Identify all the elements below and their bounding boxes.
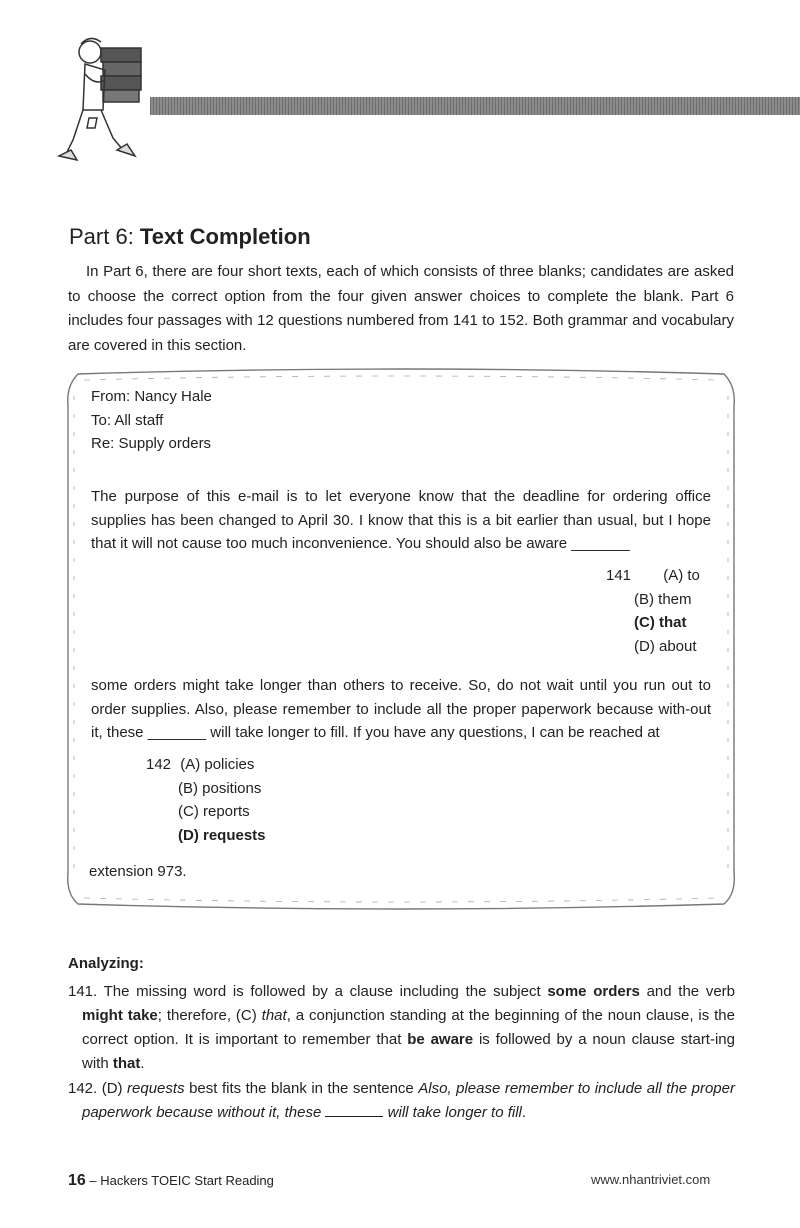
section-title-bold: Text Completion <box>139 224 311 249</box>
illustration-graphic <box>55 30 155 170</box>
analysis-142-text: . <box>521 1104 527 1121</box>
option-b: (B) them <box>634 590 692 608</box>
header-rule-bar <box>150 97 800 115</box>
analysis-142-italic: requests <box>127 1080 185 1097</box>
section-title-prefix: Part 6: <box>69 224 140 249</box>
email-header <box>91 385 212 456</box>
analysis-141-bold: be aware <box>407 1031 474 1048</box>
option-a: (A) to <box>663 567 700 584</box>
section-title <box>69 224 311 250</box>
student-carrying-books-illustration <box>55 30 155 170</box>
analysis-142-text: 142. (D) <box>68 1080 128 1097</box>
email-closing: extension 973. <box>89 863 187 880</box>
analysis-141-text: . <box>140 1055 145 1072</box>
analysis-142 <box>68 1077 735 1125</box>
email-to: To: All staff <box>91 411 164 429</box>
question-number: 142 <box>146 756 172 773</box>
analysis-141-text: ; therefore, (C) <box>157 1007 262 1024</box>
analysis-141-bold: that <box>112 1055 141 1072</box>
website-url: www.nhantriviet.com <box>591 1172 711 1187</box>
email-paragraph-2-part-b: will take longer to fill. If you have any questions, I can be reached at <box>206 724 660 741</box>
option-c: (C) reports <box>178 803 250 820</box>
answer-blank <box>325 1104 383 1117</box>
email-subject: Re: Supply orders <box>91 435 212 452</box>
question-142 <box>146 753 266 847</box>
option-d-correct: (D) requests <box>178 826 266 844</box>
analysis-142-text: best fits the blank in the sentence <box>184 1080 419 1097</box>
question-number: 141 <box>606 567 632 584</box>
analysis-141-text: , a conjunction standing at the beginning of the noun clause, is the correct option. It is important to remember that <box>82 1007 735 1048</box>
book-title: – Hackers TOEIC Start Reading <box>85 1173 274 1188</box>
analysis-141-bold: some orders <box>547 983 640 1000</box>
option-d: (D) about <box>634 637 697 655</box>
blank-142: _______ <box>147 724 207 741</box>
analysis-141 <box>68 980 735 1076</box>
option-c-correct: (C) that <box>634 614 687 631</box>
analysis-141-text: 141. The missing word is followed by a clause including the subject <box>68 983 548 1000</box>
option-a: (A) policies <box>180 756 255 773</box>
analyzing-heading: Analyzing: <box>68 955 144 972</box>
email-paragraph-2 <box>91 674 711 745</box>
analysis-141-bold: might take <box>82 1007 158 1024</box>
page-footer <box>68 1172 274 1190</box>
email-paragraph-1: The purpose of this e-mail is to let everyone know that the deadline for ordering office supplies has been changed to April 30. I know that this is a bit earlier than usual, but I hope that it will not cause too much inconvenience. You should also be aware _______ <box>91 488 711 552</box>
analysis-141-text: and the verb <box>639 983 735 1000</box>
option-b: (B) positions <box>178 779 262 797</box>
page-number: 16 <box>68 1172 86 1189</box>
analysis-141-italic: that <box>261 1007 287 1024</box>
email-paragraph-2-part-a: some orders might take longer than others to receive. So, do not wait until you run out to order supplies. Also, please remember to include all the proper paperwork because with-out it, these <box>91 677 711 741</box>
analysis-141-text: is followed by a noun clause start-ing with <box>82 1031 735 1072</box>
email-from: From: Nancy Hale <box>91 388 212 405</box>
analysis-142-italic: Also, please remember to include all the proper paperwork because without it, these <box>82 1080 735 1121</box>
intro-paragraph: In Part 6, there are four short texts, each of which consists of three blanks; candidates are asked to choose the correct option from the four given answer choices to complete the blank. Part 6 includes four passages with 12 questions numbered from 141 to 152. Both grammar and vocabulary are covered in this section. <box>68 263 734 354</box>
analysis-142-italic: will take longer to fill <box>387 1104 522 1121</box>
question-141 <box>606 564 700 658</box>
